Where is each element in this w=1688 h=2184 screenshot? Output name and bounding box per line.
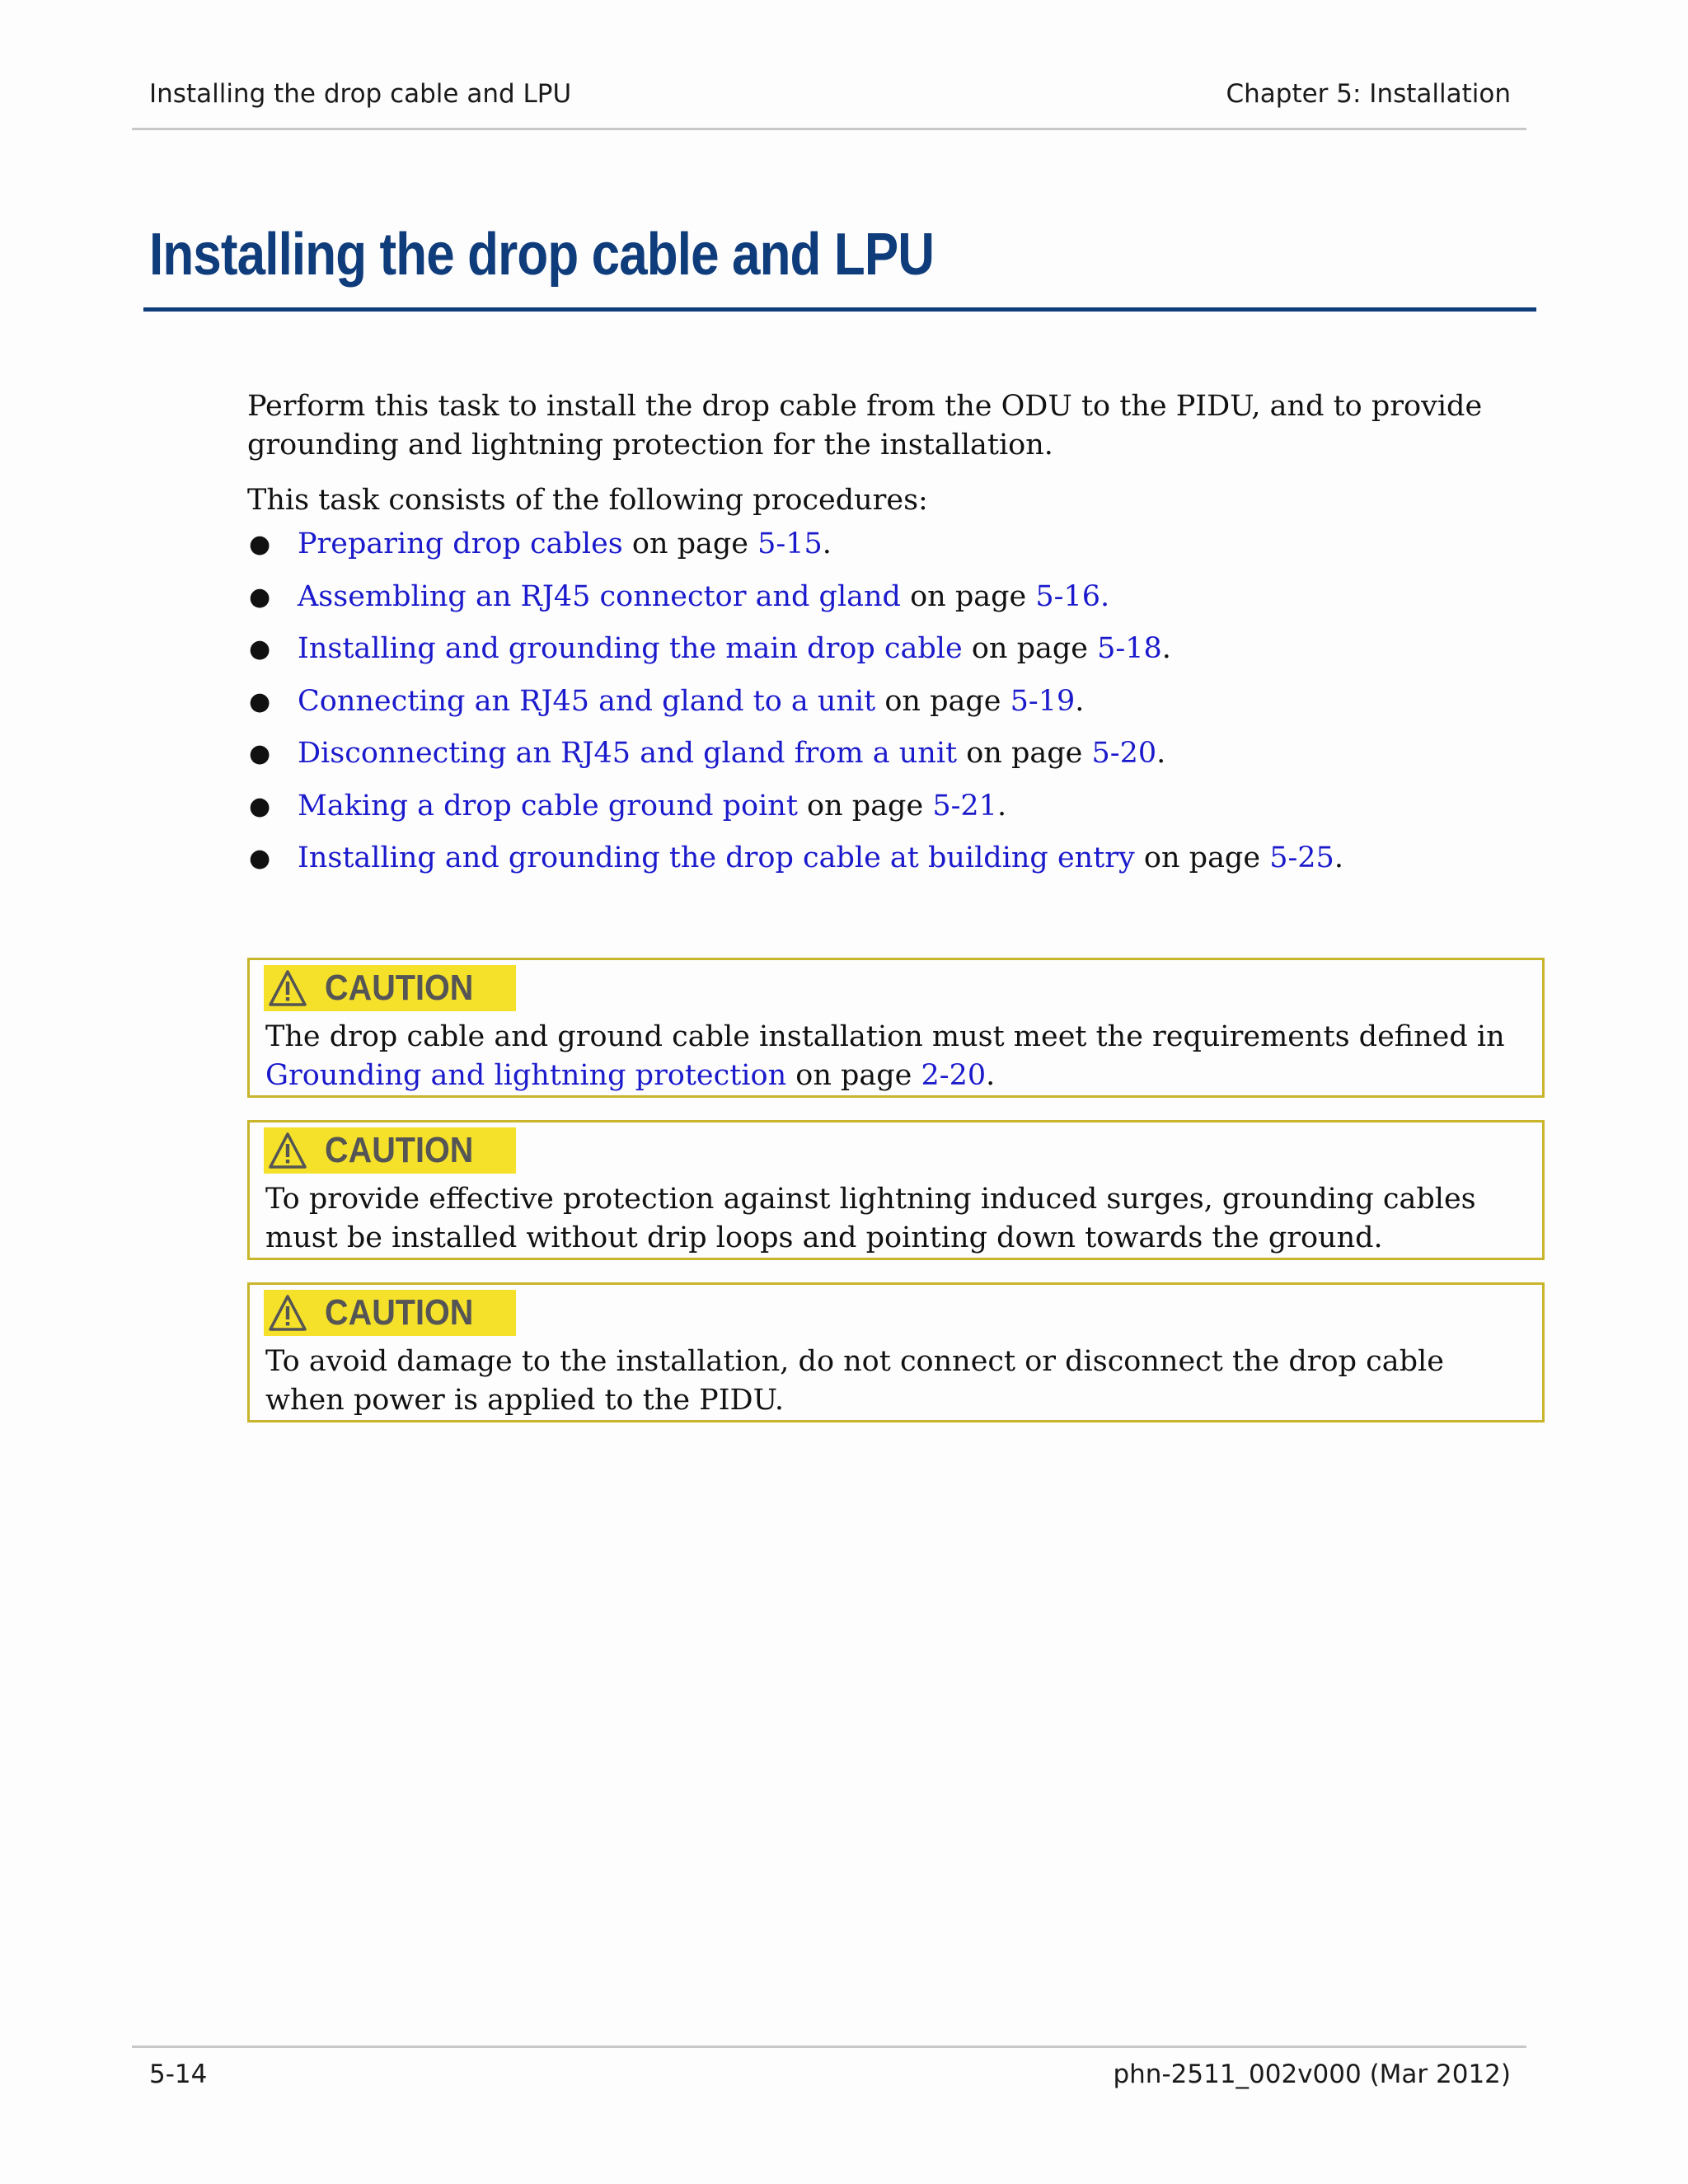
caution-badge [264, 965, 516, 1011]
page-number: 5-14 [149, 2060, 208, 2089]
header-section-title: Installing the drop cable and LPU [149, 79, 572, 109]
punctuation: . [986, 1059, 996, 1092]
warning-triangle-icon [269, 1294, 307, 1332]
procedure-link[interactable]: Installing and grounding the drop cable at building entry [298, 841, 1135, 874]
procedure-link[interactable]: Connecting an RJ45 and gland to a unit [298, 684, 876, 718]
bullet-icon: ● [249, 844, 271, 873]
caution-label: CAUTION [325, 968, 474, 1008]
caution-body: The drop cable and ground cable installation must meet the requirements defined in [265, 1020, 1505, 1053]
procedure-link[interactable]: Assembling an RJ45 connector and gland [298, 579, 901, 613]
procedure-link[interactable]: Installing and grounding the main drop cable [298, 632, 963, 665]
punctuation: . [1334, 841, 1343, 874]
page-number-link[interactable]: 5-21 [932, 789, 997, 823]
bullet-icon: ● [249, 530, 271, 559]
grounding-link[interactable]: Grounding and lightning protection [265, 1059, 787, 1092]
page-ref-text: on page [962, 632, 1098, 665]
warning-triangle-icon [269, 969, 307, 1007]
page-footer [132, 2046, 1526, 2089]
page-number-link[interactable]: 5-25 [1269, 841, 1334, 874]
list-item [247, 839, 1533, 878]
page-ref-text: on page [1134, 841, 1270, 874]
caution-text [265, 1018, 1526, 1095]
warning-triangle-icon [269, 1132, 307, 1169]
page-title: Installing the drop cable and LPU [149, 222, 935, 288]
caution-label: CAUTION [325, 1292, 474, 1333]
procedure-list [247, 525, 1533, 878]
list-item [247, 525, 1533, 564]
page-number-link[interactable]: 5-18 [1097, 632, 1162, 665]
bullet-icon: ● [249, 582, 271, 612]
punctuation: . [822, 527, 832, 560]
punctuation: . [1075, 684, 1085, 718]
list-item [247, 787, 1533, 826]
page-ref-text: on page [622, 527, 758, 560]
page-ref-text: on page [957, 737, 1092, 770]
bullet-icon: ● [249, 791, 271, 821]
page-ref-text: on page [797, 789, 933, 823]
caution-badge [264, 1127, 516, 1174]
caution-label: CAUTION [325, 1130, 474, 1170]
procedure-link[interactable]: Disconnecting an RJ45 and gland from a unit [298, 737, 958, 770]
page-ref-text: on page [786, 1059, 921, 1092]
punctuation: . [1156, 737, 1166, 770]
caution-text: To provide effective protection against lightning induced surges, grounding cables must be installed without drip loops and pointing down towards the ground. [265, 1183, 1476, 1254]
list-item [247, 734, 1533, 773]
body-content [247, 387, 1533, 892]
page-ref-text: on page [875, 684, 1010, 718]
title-rule [143, 307, 1536, 312]
punctuation: . [996, 789, 1007, 823]
caution-badge [264, 1290, 516, 1336]
bullet-icon: ● [249, 687, 271, 716]
procedure-link[interactable]: Preparing drop cables [298, 527, 623, 560]
list-item [247, 630, 1533, 668]
list-item [247, 578, 1533, 616]
caution-text: To avoid damage to the installation, do not connect or disconnect the drop cable when power is applied to the PIDU. [265, 1345, 1444, 1417]
procedures-intro: This task consists of the following procedures: [247, 484, 928, 517]
header-chapter: Chapter 5: Installation [1226, 79, 1511, 109]
caution-box [247, 958, 1545, 1098]
intro-paragraph: Perform this task to install the drop cable from the ODU to the PIDU, and to provide grounding and lightning protection for the installation. [247, 390, 1483, 462]
page-number-link[interactable]: 5-15 [757, 527, 823, 560]
bullet-icon: ● [249, 635, 271, 663]
page-number-link[interactable]: 5-16. [1035, 579, 1110, 613]
page-number-link[interactable]: 5-19 [1010, 684, 1076, 718]
caution-box [247, 1120, 1545, 1260]
page-number-link[interactable]: 5-20 [1091, 737, 1157, 770]
page-header [132, 0, 1526, 130]
bullet-icon: ● [249, 739, 271, 768]
page-ref-text: on page [900, 579, 1036, 613]
procedure-link[interactable]: Making a drop cable ground point [298, 789, 798, 823]
page-number-link[interactable]: 2-20 [921, 1059, 987, 1092]
caution-box [247, 1282, 1545, 1422]
punctuation: . [1161, 632, 1171, 665]
list-item [247, 682, 1533, 721]
document-id: phn-2511_002v000 (Mar 2012) [1113, 2060, 1511, 2089]
